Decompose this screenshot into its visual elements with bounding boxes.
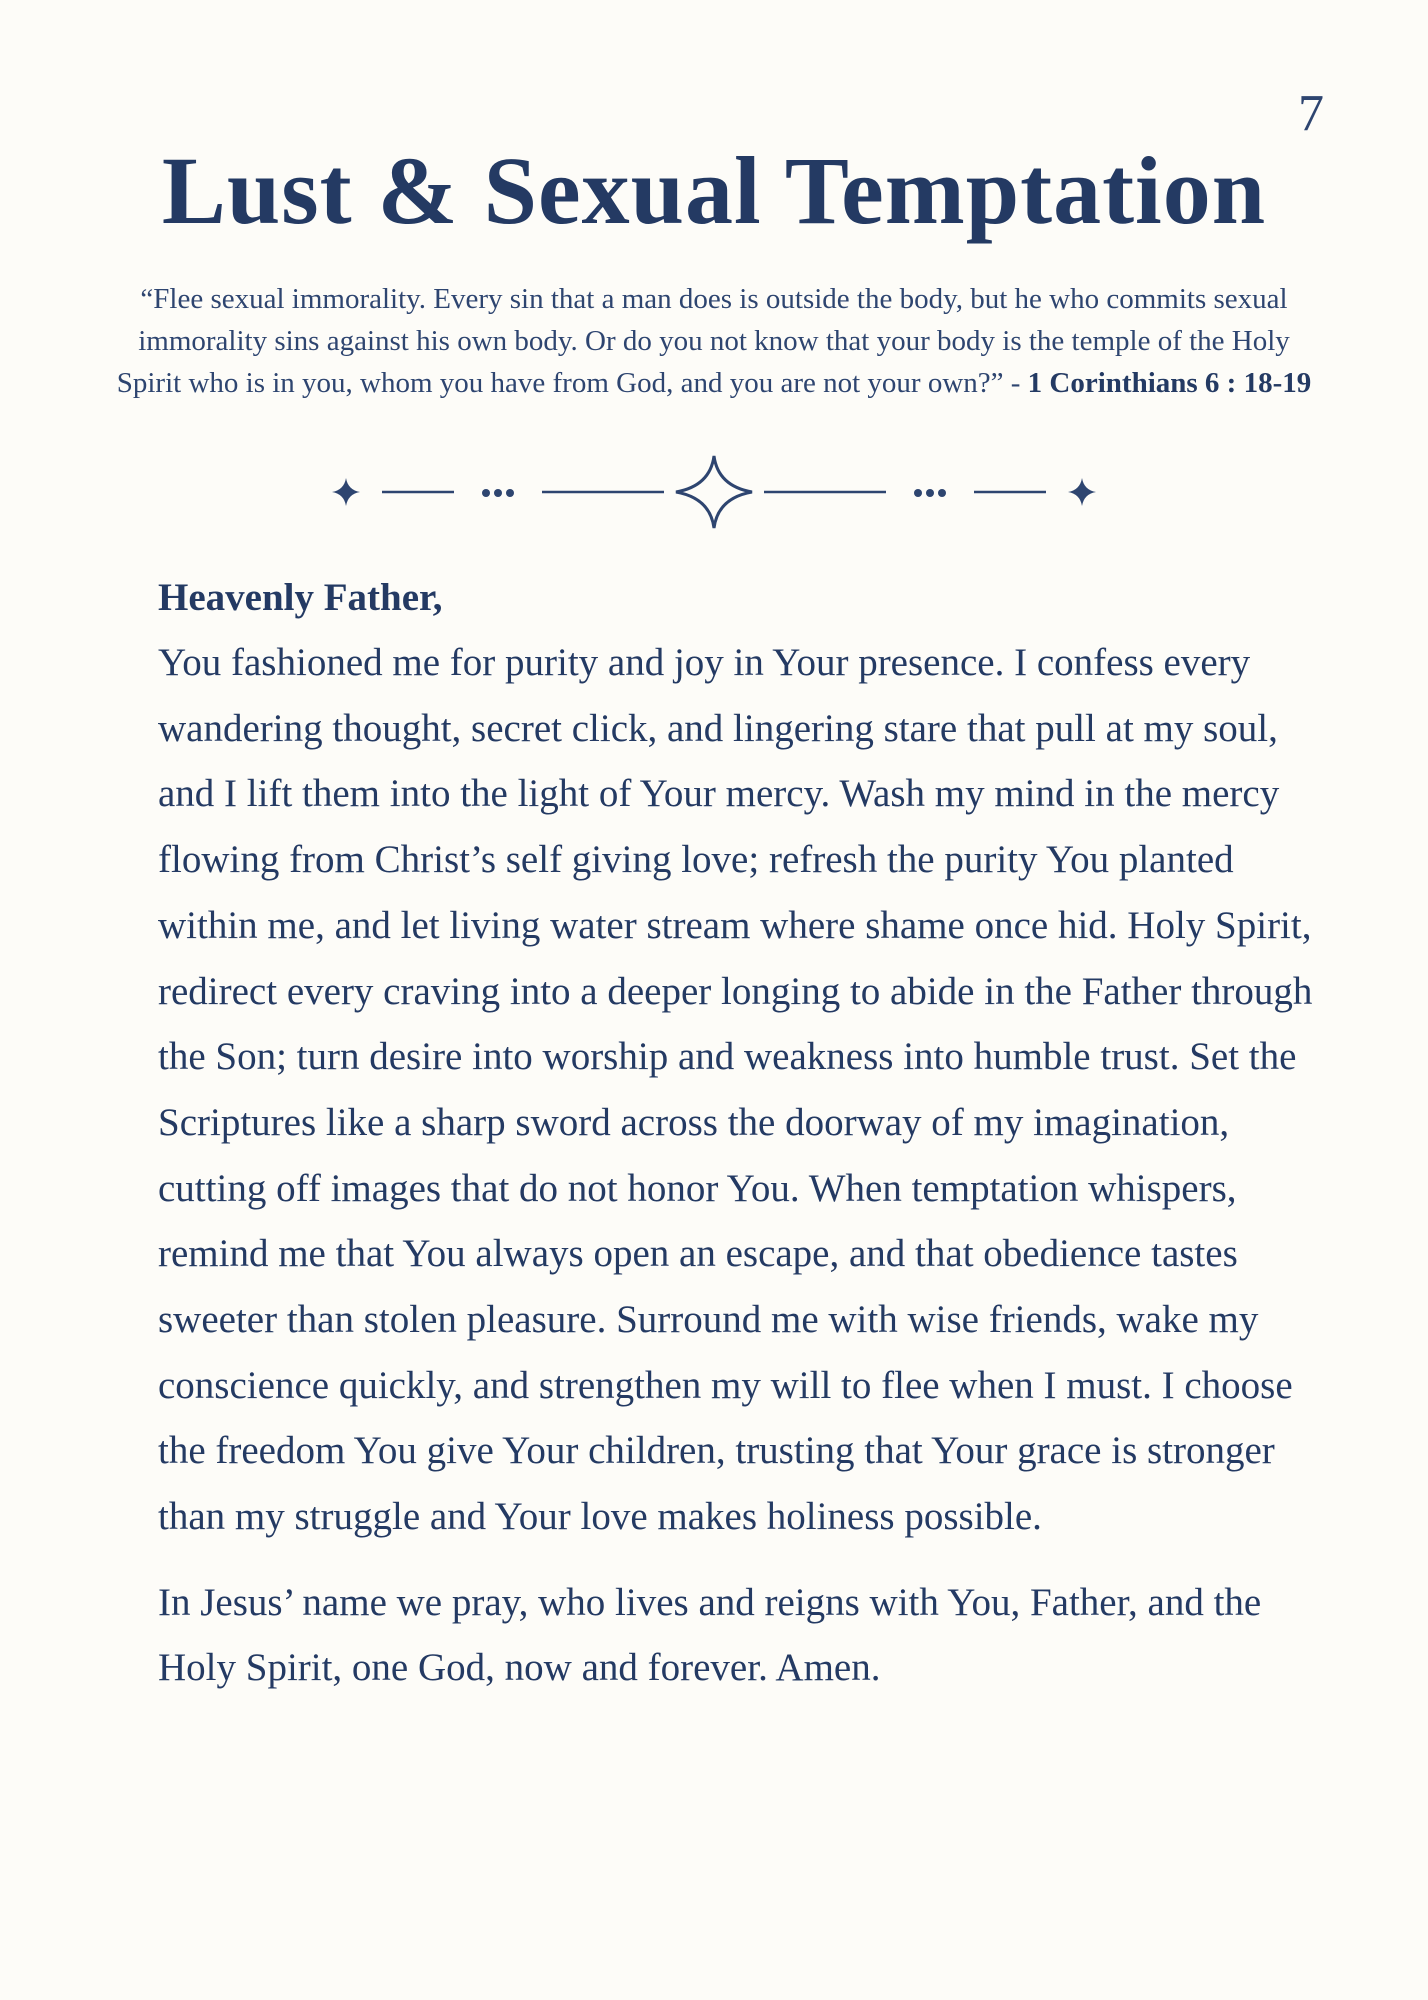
prayer-salutation: Heavenly Father, [158, 576, 443, 619]
page-title: Lust & Sexual Temptation [161, 137, 1267, 244]
prayer-closing: In Jesus’ name we pray, who lives and reigns with You, Father, and the Holy Spirit, one God, now and forever. Amen. [158, 1580, 1262, 1689]
scripture-text: “Flee sexual immorality. Every sin that a man does is outside the body, but he who commits sexual immorality sins against his own body. Or do you not know that your body is the temple of the Holy Spirit who is in you, whom you have from God, and you are not your own?” - [116, 283, 1290, 399]
sparkle-divider-icon [314, 452, 1114, 532]
page-number: 7 [1298, 85, 1324, 142]
prayer-body: You fashioned me for purity and joy in Your presence. I confess every wandering thought, secret click, and lingering stare that pull at my soul, and I lift them into the light of Your mercy. Wash my mind in the mercy flowing from Christ’s self giving love; refresh the purity You planted within me, and let living water stream where shame once hid. Holy Spirit, redirect every craving into a deeper longing to abide in the Father through the Son; turn desire into worship and weakness into humble trust. Set the Scriptures like a sharp sword across the doorway of my imagination, cutting off images that do not honor You. When temptation whispers, remind me that You always open an escape, and that obedience tastes sweeter than stolen pleasure. Surround me with wise friends, wake my conscience quickly, and strengthen my will to flee when I must. I choose the freedom You give Your children, trusting that Your grace is stronger than my struggle and Your love makes holiness possible. [158, 641, 1313, 1539]
scripture-reference: 1 Corinthians 6 : 18-19 [1027, 367, 1312, 399]
scripture-quote [114, 278, 1314, 404]
prayer [158, 566, 1318, 1700]
